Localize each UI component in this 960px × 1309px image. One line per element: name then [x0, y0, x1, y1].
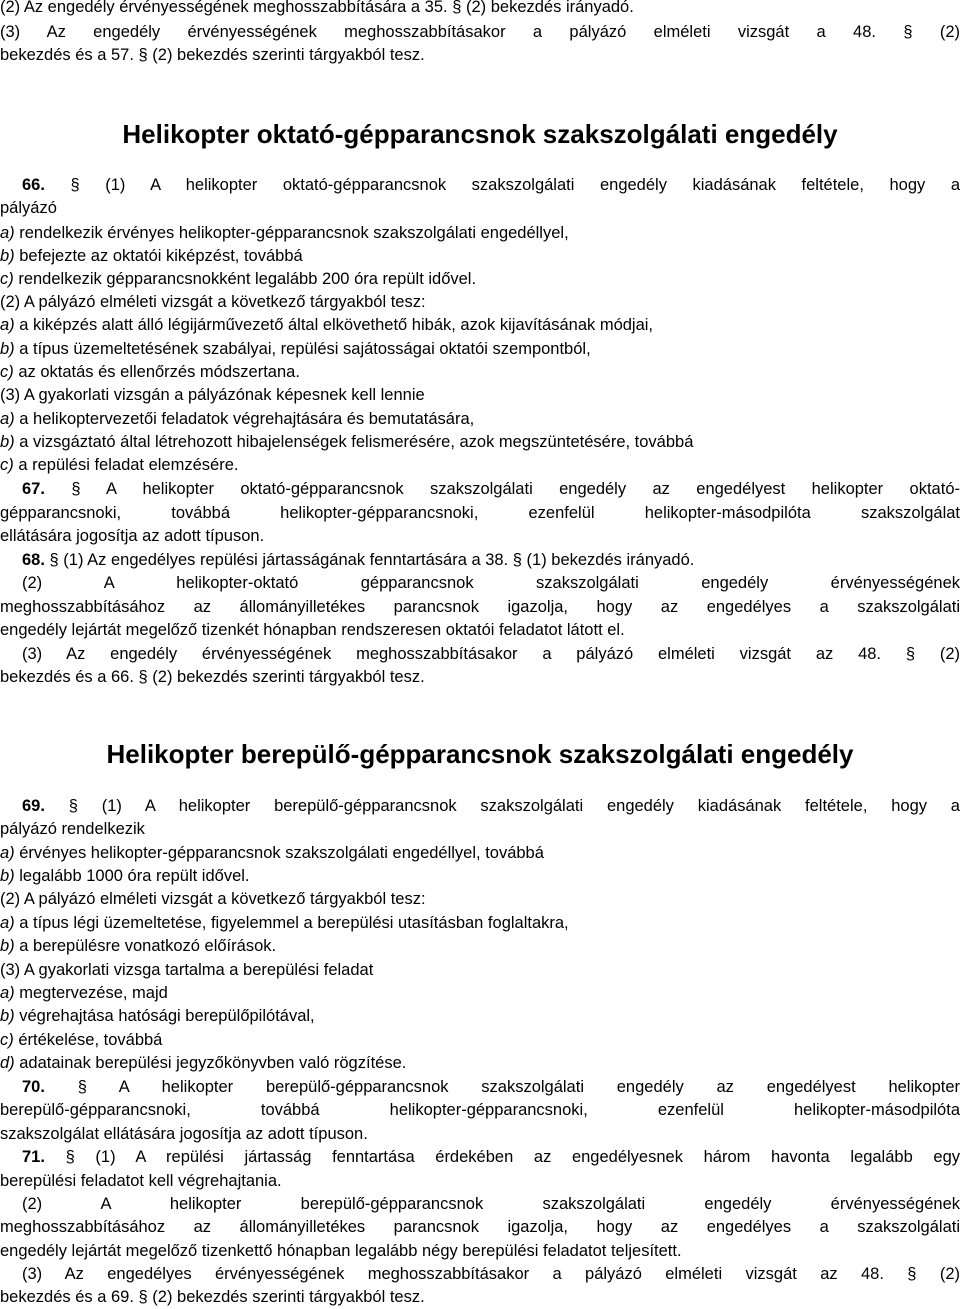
paragraph-line: engedély lejártát megelőző tizenkét hónapban rendszeresen oktatói feladatot látott el. — [0, 621, 625, 639]
list-item — [0, 1029, 960, 1052]
text: A helikopter oktató-gépparancsnok szakszolgálati engedély az engedélyest helikopter oktató- — [80, 480, 960, 498]
paragraph-line: (2) A helikopter-oktató gépparancsnok szakszolgálati engedély érvényességének — [22, 574, 960, 592]
text: (1) A repülési jártasság fenntartása érdekében az engedélyesnek három havonta legalább egy — [74, 1148, 960, 1166]
list-item — [0, 361, 960, 384]
text: adatainak berepülési jegyzőkönyvben való rögzítése. — [14, 1054, 407, 1072]
section-number: 71. — [22, 1148, 45, 1166]
section-sign: § — [77, 1078, 87, 1096]
text: (3) Az engedély érvényességének meghosszabbításakor a pályázó elméleti vizsgát a 48. — [0, 23, 904, 41]
paragraph-line — [0, 666, 960, 689]
text: a típus üzemeltetésének szabályai, repülési sajátosságai oktatói szempontból, — [14, 340, 591, 358]
list-item — [0, 338, 960, 361]
text: (2) bekezdés irányadó. — [461, 0, 634, 16]
list-marker: b) — [0, 867, 15, 885]
paragraph-line — [0, 1263, 960, 1286]
section-sign: § — [138, 46, 148, 64]
text: értékelése, továbbá — [13, 1031, 163, 1049]
list-item — [0, 268, 960, 291]
list-marker: b) — [0, 433, 15, 451]
paragraph-line: meghosszabbításához az állományilletékes parancsnok igazolja, hogy az engedélyes a szakszolgálati — [0, 598, 960, 616]
text: (2) — [915, 645, 960, 663]
paragraph-line — [0, 643, 960, 666]
list-marker: d) — [0, 1054, 15, 1072]
paragraph-line: ellátására jogosítja az adott típuson. — [0, 527, 265, 545]
list-item — [0, 222, 960, 245]
section-number: 69. — [22, 797, 45, 815]
list-item — [0, 245, 960, 268]
text: az oktatás és ellenőrzés módszertana. — [13, 363, 300, 381]
list-marker: b) — [0, 1007, 15, 1025]
text: bekezdés és a 66. — [0, 668, 139, 686]
section-number: 68. — [22, 551, 45, 569]
text: a típus légi üzemeltetése, figyelemmel a berepülési utasításban foglaltakra, — [14, 914, 569, 932]
text: a helikoptervezetői feladatok végrehajtására és bemutatására, — [14, 410, 475, 428]
text: (1) A helikopter oktató-gépparancsnok szakszolgálati engedély kiadásának feltétele, hogy a — [79, 176, 960, 194]
section-heading: Helikopter berepülő-gépparancsnok szakszolgálati engedély — [106, 739, 854, 769]
text: rendelkezik gépparancsnokként legalább 200 óra repült idővel. — [13, 270, 477, 288]
list-marker: a) — [0, 410, 15, 428]
section-sign: § — [70, 176, 80, 194]
text: befejezte az oktatói kiképzést, továbbá — [14, 247, 303, 265]
list-marker: c) — [0, 456, 14, 474]
section-66-line — [0, 174, 960, 197]
paragraph-line: (2) A helikopter berepülő-gépparancsnok szakszolgálati engedély érvényességének — [22, 1195, 960, 1213]
list-marker: a) — [0, 914, 15, 932]
paragraph-line — [0, 21, 960, 44]
paragraph-line: (2) A pályázó elméleti vizsgát a következő tárgyakból tesz: — [0, 890, 426, 908]
section-number: 70. — [22, 1078, 45, 1096]
paragraph-line: engedély lejártát megelőző tizenkettő hónapban legalább négy berepülési feladatot teljesített. — [0, 1242, 682, 1260]
list-marker: a) — [0, 844, 15, 862]
list-item — [0, 1005, 960, 1028]
list-marker: a) — [0, 224, 15, 242]
list-marker: c) — [0, 270, 14, 288]
section-number: 66. — [22, 176, 45, 194]
paragraph-line — [0, 44, 960, 67]
paragraph-line: (3) A gyakorlati vizsga tartalma a berepülési feladat — [0, 961, 374, 979]
paragraph-line: szakszolgálat ellátására jogosítja az adott típuson. — [0, 1125, 368, 1143]
list-marker: b) — [0, 340, 15, 358]
section-69-line — [0, 795, 960, 818]
list-item — [0, 982, 960, 1005]
paragraph-line: meghosszabbításához az állományilletékes parancsnok igazolja, hogy az engedélyes a szakszolgálati — [0, 1218, 960, 1236]
section-sign: § — [49, 551, 59, 569]
section-sign: § — [71, 480, 81, 498]
text: érvényes helikopter-gépparancsnok szakszolgálati engedéllyel, továbbá — [14, 844, 544, 862]
list-item — [0, 431, 960, 454]
text: (1) A helikopter berepülő-gépparancsnok szakszolgálati engedély kiadásának feltétele, hogy a — [77, 797, 960, 815]
text: (2) bekezdés szerinti tárgyakból tesz. — [147, 1288, 425, 1306]
paragraph-line: (2) A pályázó elméleti vizsgát a következő tárgyakból tesz: — [0, 293, 426, 311]
section-sign: § — [65, 1148, 75, 1166]
text: (2) Az engedély érvényességének meghosszabbítására a 35. — [0, 0, 453, 16]
section-sign: § — [903, 23, 913, 41]
text: bekezdés és a 57. — [0, 46, 139, 64]
list-item — [0, 408, 960, 431]
paragraph-line: berepülő-gépparancsnoki, továbbá helikopter-gépparancsnoki, ezenfelül helikopter-másodpilóta — [0, 1101, 960, 1119]
section-67-line — [0, 478, 960, 501]
text: (1) bekezdés irányadó. — [521, 551, 695, 569]
list-marker: a) — [0, 316, 15, 334]
section-70-line — [0, 1076, 960, 1099]
text: (3) Az engedély érvényességének meghosszabbításakor a pályázó elméleti vizsgát az 48. — [22, 645, 906, 663]
list-marker: a) — [0, 984, 15, 1002]
section-sign: § — [907, 1265, 917, 1283]
text: a repülési feladat elemzésére. — [13, 456, 239, 474]
text: A helikopter berepülő-gépparancsnok szakszolgálati engedély az engedélyest helikopter — [86, 1078, 960, 1096]
paragraph-line: berepülési feladatot kell végrehajtania. — [0, 1172, 282, 1190]
text: bekezdés és a 69. — [0, 1288, 139, 1306]
paragraph-line — [0, 0, 960, 19]
text: a vizsgáztató által létrehozott hibajelenségek felismerésére, azok megszüntetésére, továbbá — [14, 433, 694, 451]
list-item — [0, 865, 960, 888]
section-sign: § — [68, 797, 78, 815]
list-marker: c) — [0, 363, 14, 381]
section-68-line — [0, 549, 960, 572]
list-item — [0, 935, 960, 958]
text: (3) Az engedélyes érvényességének meghosszabbításakor a pályázó elméleti vizsgát az 48. — [22, 1265, 908, 1283]
section-number: 67. — [22, 480, 45, 498]
text: legalább 1000 óra repült idővel. — [14, 867, 250, 885]
list-marker: c) — [0, 1031, 14, 1049]
text: (2) — [912, 23, 960, 41]
text: megtervezése, majd — [14, 984, 168, 1002]
list-item — [0, 912, 960, 935]
paragraph-line — [0, 1286, 960, 1309]
section-sign: § — [452, 0, 462, 16]
section-sign: § — [138, 1288, 148, 1306]
text: rendelkezik érvényes helikopter-gépparancsnok szakszolgálati engedéllyel, — [14, 224, 569, 242]
section-sign: § — [138, 668, 148, 686]
section-heading: Helikopter oktató-gépparancsnok szakszolgálati engedély — [122, 119, 838, 149]
text: végrehajtása hatósági berepülőpilótával, — [14, 1007, 315, 1025]
list-item — [0, 314, 960, 337]
paragraph-line: gépparancsnoki, továbbá helikopter-gépparancsnoki, ezenfelül helikopter-másodpilóta szakszolgálat — [0, 504, 960, 522]
list-item — [0, 842, 960, 865]
section-sign: § — [512, 551, 522, 569]
section-sign: § — [905, 645, 916, 663]
list-item — [0, 1052, 960, 1075]
section-71-line — [0, 1146, 960, 1169]
text: a kiképzés alatt álló légijárművezető által elkövethető hibák, azok kijavításának módjai, — [14, 316, 654, 334]
text: (2) bekezdés szerinti tárgyakból tesz. — [147, 668, 425, 686]
paragraph-line: (3) A gyakorlati vizsgán a pályázónak képesnek kell lennie — [0, 386, 425, 404]
text: (1) Az engedélyes repülési jártasságának fenntartására a 38. — [58, 551, 513, 569]
paragraph-line: pályázó rendelkezik — [0, 820, 145, 838]
list-marker: b) — [0, 247, 15, 265]
text: a berepülésre vonatkozó előírások. — [14, 937, 277, 955]
text: (2) bekezdés szerinti tárgyakból tesz. — [147, 46, 425, 64]
text: (2) — [916, 1265, 960, 1283]
list-item — [0, 454, 960, 477]
list-marker: b) — [0, 937, 15, 955]
paragraph-line: pályázó — [0, 199, 57, 217]
